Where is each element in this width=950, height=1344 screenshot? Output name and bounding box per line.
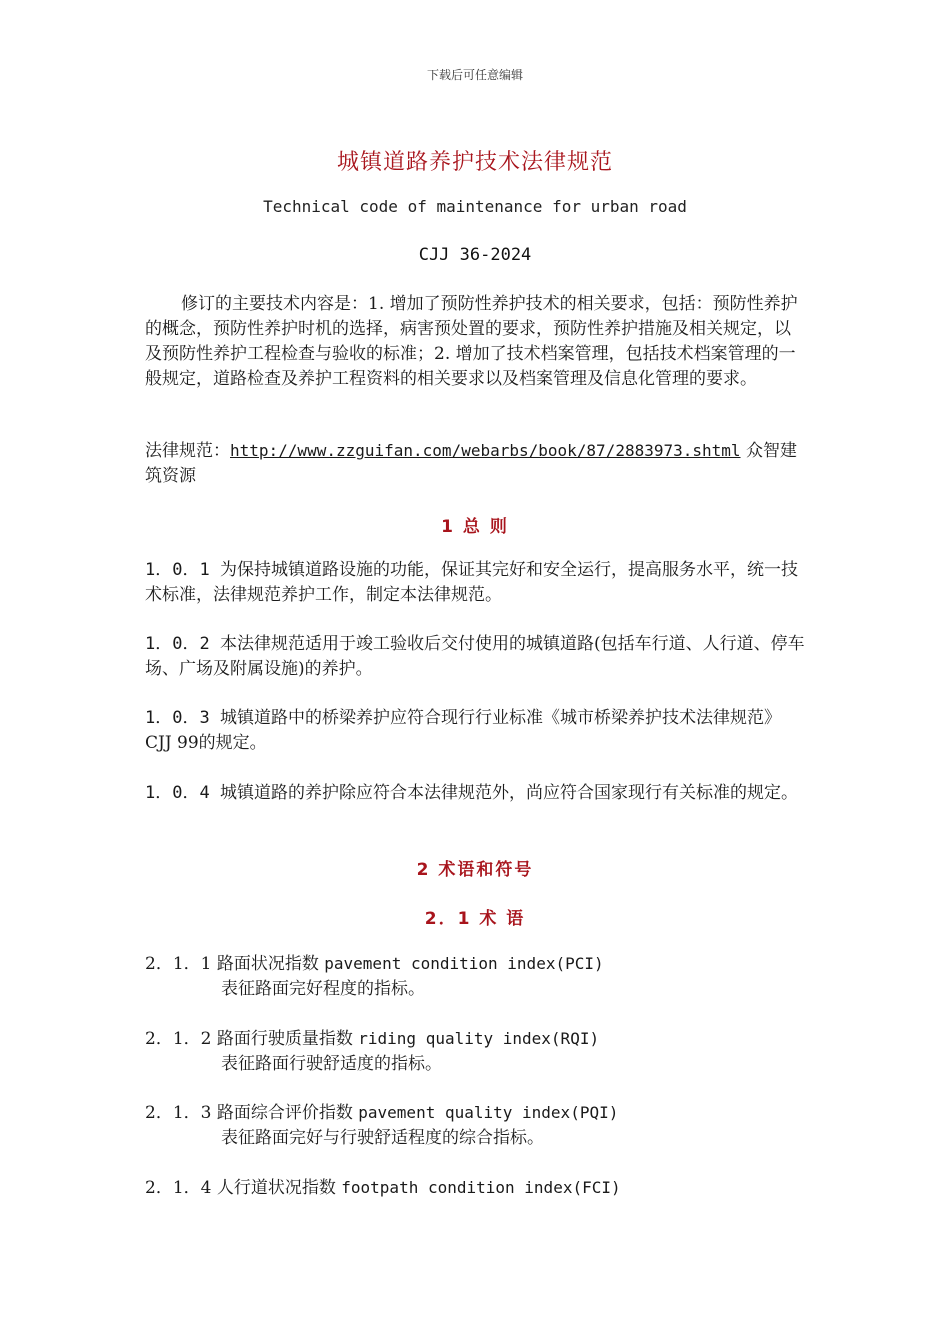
- term-cn: 路面行驶质量指数: [216, 1029, 359, 1049]
- standard-code: CJJ 36-2024: [418, 245, 532, 265]
- source-suffix: 众智建筑资源: [145, 441, 797, 486]
- clause-text: 城镇道路的养护除应符合本法律规范外，尚应符合国家现行有关标准的规定。: [219, 783, 798, 803]
- source-link[interactable]: http://www.zzguifan.com/webarbs/book/87/2883973.shtml: [230, 441, 741, 460]
- clause-1-0-3: [145, 706, 807, 756]
- clause-1-0-1: [145, 558, 807, 608]
- term-en: pavement condition index(PCI): [324, 954, 604, 973]
- term-cn: 路面综合评价指数: [216, 1103, 359, 1123]
- clause-1-0-2: [145, 632, 807, 682]
- term-cn: 人行道状况指数: [216, 1178, 342, 1198]
- clause-number: 1．0．1: [145, 560, 220, 580]
- document-title: 城镇道路养护技术法律规范: [336, 150, 613, 175]
- clause-number: 1．0．3: [145, 708, 220, 728]
- source-label: 法律规范：: [145, 441, 230, 461]
- term-number: 2．1．2: [145, 1029, 217, 1049]
- clause-text: 城镇道路中的桥梁养护应符合现行行业标准《城市桥梁养护技术法律规范》CJJ 99的规定。: [145, 708, 781, 753]
- chapter-1-heading: 1 总 则: [441, 517, 509, 537]
- term-2-1-4: [145, 1175, 807, 1201]
- term-definition: 表征路面完好程度的指标。: [221, 979, 425, 999]
- term-2-1-1: [145, 951, 807, 1002]
- term-cn: 路面状况指数: [216, 954, 325, 974]
- term-number: 2．1．4: [145, 1178, 217, 1198]
- term-2-1-3: [145, 1100, 807, 1151]
- clause-text: 本法律规范适用于竣工验收后交付使用的城镇道路(包括车行道、人行道、停车场、广场及附属设施)的养护。: [145, 634, 805, 679]
- clause-number: 1．0．2: [145, 634, 220, 654]
- clause-text: 为保持城镇道路设施的功能，保证其完好和安全运行，提高服务水平，统一技术标准，法律规范养护工作，制定本法律规范。: [145, 560, 798, 605]
- term-definition: 表征路面行驶舒适度的指标。: [221, 1054, 442, 1074]
- term-en: footpath condition index(FCI): [341, 1178, 621, 1197]
- section-2-1-heading: 2．1 术 语: [424, 909, 526, 929]
- clause-number: 1．0．4: [145, 783, 220, 803]
- term-number: 2．1．1: [145, 954, 217, 974]
- term-en: riding quality index(RQI): [358, 1029, 600, 1048]
- header-note: 下载后可任意编辑: [426, 68, 523, 82]
- term-definition: 表征路面完好与行驶舒适程度的综合指标。: [221, 1128, 544, 1148]
- term-en: pavement quality index(PQI): [358, 1103, 619, 1122]
- term-2-1-2: [145, 1026, 807, 1077]
- revision-summary: 修订的主要技术内容是：1. 增加了预防性养护技术的相关要求，包括：预防性养护的概念，预防性养护时机的选择，病害预处置的要求，预防性养护措施及相关规定，以及预防性养护工程检查与验收的标准；2. 增加了技术档案管理，包括技术档案管理的一般规定，道路检查及养护工程资料的相关要求以及档案管理及信息化管理的要求。: [145, 294, 798, 389]
- chapter-2-heading: 2 术语和符号: [416, 860, 534, 880]
- term-number: 2．1．3: [145, 1103, 217, 1123]
- source-line: [145, 438, 807, 489]
- clause-1-0-4: [145, 781, 807, 806]
- document-subtitle: Technical code of maintenance for urban road: [263, 197, 687, 216]
